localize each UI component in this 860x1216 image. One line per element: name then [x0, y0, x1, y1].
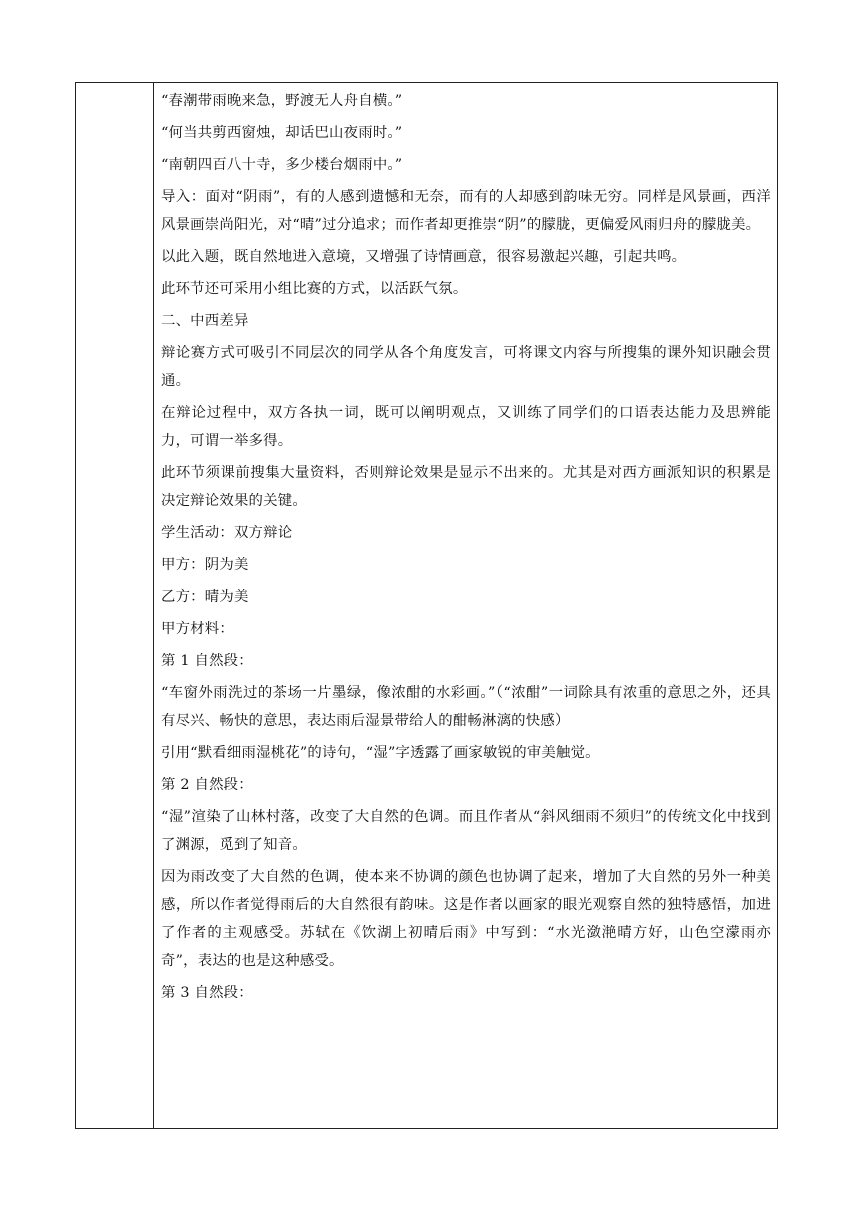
intro-paragraph: 导入：面对“阴雨”，有的人感到遗憾和无奈，而有的人却感到韵味无穷。同样是风景画，西洋风景画崇尚阳光，对“晴”过分追求；而作者却更推崇“阴”的朦胧，更偏爱风雨归舟的朦胧美。 — [161, 189, 771, 233]
section-heading: 二、中西差异 — [161, 313, 249, 329]
debate-process-paragraph: 在辩论过程中，双方各执一词，既可以阐明观点，又训练了同学们的口语表达能力及思辨能力，可谓一举多得。 — [161, 405, 771, 449]
debate-method-paragraph: 辩论赛方式可吸引不同层次的同学从各个角度发言，可将课文内容与所搜集的课外知识融会贯通。 — [161, 345, 771, 389]
preparation-paragraph: 此环节须课前搜集大量资料，否则辩论效果是显示不出来的。尤其是对西方画派知识的积累是决定辩论效果的关键。 — [161, 465, 771, 509]
table-left-column — [76, 83, 154, 1128]
poem-line-2: “何当共剪西窗烛，却话巴山夜雨时。” — [161, 125, 403, 141]
paragraph-1-quote: “车窗外雨洗过的茶场一片墨绿，像浓酣的水彩画。”（“浓酣”一词除具有浓重的意思之外，还具有尽兴、畅快的意思，表达雨后湿景带给人的酣畅淋漓的快感） — [161, 685, 771, 729]
paragraph-1-label: 第 1 自然段： — [161, 653, 253, 669]
lesson-plan-table — [75, 82, 778, 1129]
paragraph-2-analysis: “湿”渲染了山林村落，改变了大自然的色调。而且作者从“斜风细雨不须归”的传统文化中找到了渊源，觅到了知音。 — [161, 809, 771, 853]
side-a-materials-label: 甲方材料： — [161, 621, 234, 637]
side-a-label: 甲方：阴为美 — [161, 557, 249, 573]
group-contest-paragraph: 此环节还可采用小组比赛的方式，以活跃气氛。 — [161, 281, 468, 297]
paragraph-2-explanation: 因为雨改变了大自然的色调，使本来不协调的颜色也协调了起来，增加了大自然的另外一种美感，所以作者觉得雨后的大自然很有韵味。这是作者以画家的眼光观察自然的独特感悟，加进了作者的主观感受。苏轼在《饮湖上初晴后雨》中写到：“水光潋滟晴方好，山色空濛雨亦奇”，表达的也是这种感受。 — [161, 869, 771, 969]
paragraph-3-label: 第 3 自然段： — [161, 985, 253, 1001]
poem-line-3: “南朝四百八十寺，多少楼台烟雨中。” — [161, 157, 403, 173]
paragraph-1-citation: 引用“默看细雨湿桃花”的诗句，“湿”字透露了画家敏锐的审美触觉。 — [161, 745, 600, 761]
paragraph-2-label: 第 2 自然段： — [161, 777, 253, 793]
student-activity-label: 学生活动：双方辩论 — [161, 525, 293, 541]
intro-effect-paragraph: 以此入题，既自然地进入意境，又增强了诗情画意，很容易激起兴趣，引起共鸣。 — [161, 249, 687, 265]
poem-line-1: “春潮带雨晚来急，野渡无人舟自横。” — [161, 93, 403, 109]
side-b-label: 乙方：晴为美 — [161, 589, 249, 605]
table-content-cell — [161, 87, 771, 1011]
